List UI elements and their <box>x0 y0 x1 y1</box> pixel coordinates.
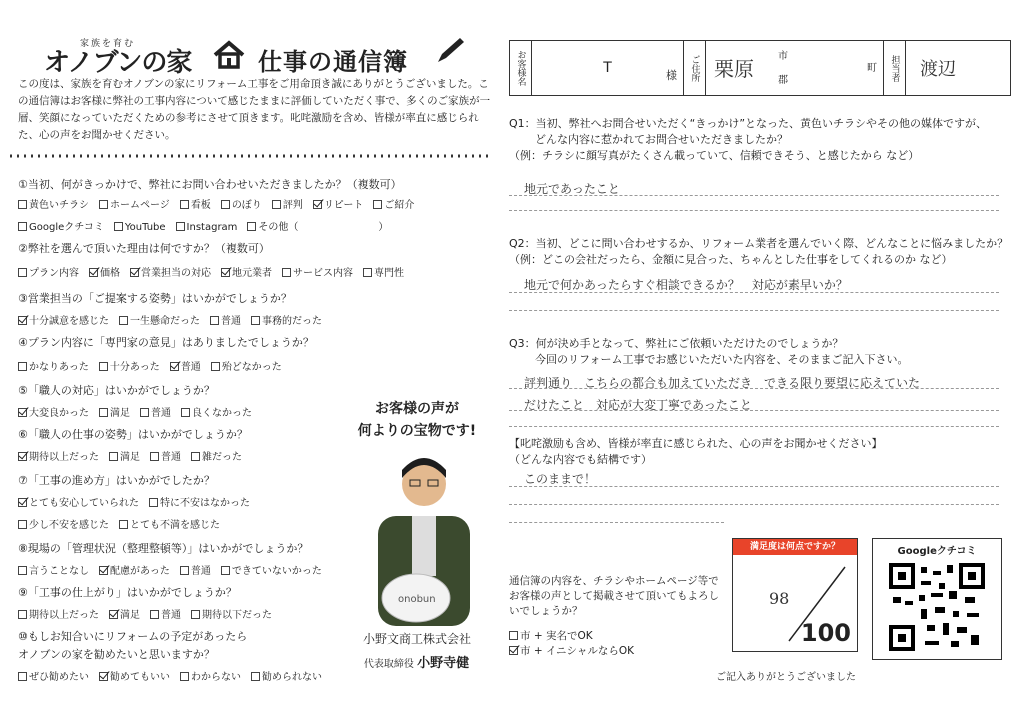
option-6-0-0[interactable]: 期待以上だった <box>18 448 99 463</box>
option-1-1-1[interactable]: YouTube <box>114 222 166 233</box>
option-1-0-5[interactable]: リピート <box>313 196 364 211</box>
google-review-box: Googleクチコミ <box>872 538 1002 660</box>
option-checkbox[interactable] <box>140 408 149 417</box>
question-2: ②弊社を選んで頂いた理由は何ですか？（複数可） <box>18 242 270 255</box>
option-1-0-3[interactable]: のぼり <box>221 196 262 211</box>
options-row <box>18 494 260 509</box>
option-checkbox[interactable] <box>130 268 139 277</box>
option-10-0-1[interactable]: 勧めてもいい <box>99 668 170 683</box>
option-5-0-0[interactable]: 大変良かった <box>18 404 89 419</box>
customer-name: T <box>603 60 612 76</box>
customer-info-box: お客様名 T 様 ご住所 栗原 市 郡 町 担当者 渡辺 <box>509 40 1011 96</box>
option-5-0-3[interactable]: 良くなかった <box>181 404 252 419</box>
option-1-0-0[interactable]: 黄色いチラシ <box>18 196 89 211</box>
option-checkbox[interactable] <box>99 672 108 681</box>
option-checkbox[interactable] <box>251 672 260 681</box>
intro-text: この度は、家族を育むオノブンの家にリフォーム工事をご用命頂き誠にありがとうございました。この通信簿はお客様に弊社の工事内容について感じたままに評価していただく事で、多くのご家族が一層、笑顔になっていただくための参考にさせて頂きます。叱咤激励を含め、皆様が率直に感じられた、心の声をお聞かせください。 <box>18 78 491 141</box>
option-checkbox[interactable] <box>18 610 27 619</box>
option-checkbox[interactable] <box>191 452 200 461</box>
option-3-0-1[interactable]: 一生懸命だった <box>119 312 200 327</box>
answer-3-line1: 評判通り こちらの都合も加えていただき できる限り要望に応えていた <box>524 376 921 390</box>
option-checkbox[interactable] <box>18 452 27 461</box>
option-checkbox[interactable] <box>109 610 118 619</box>
options-row <box>18 196 424 211</box>
score-value: 98 <box>769 589 790 608</box>
option-6-0-2[interactable]: 普通 <box>150 448 181 463</box>
answer-4: このままで！ <box>524 472 597 486</box>
option-checkbox[interactable] <box>221 566 230 575</box>
question-7: ⑦「工事の進め方」はいかがでしたか？ <box>18 474 215 487</box>
option-checkbox[interactable] <box>373 200 382 209</box>
options-row <box>18 218 398 233</box>
option-2-0-0[interactable]: プラン内容 <box>18 264 79 279</box>
option-checkbox[interactable] <box>180 566 189 575</box>
option-checkbox[interactable] <box>272 200 281 209</box>
staff-name: 渡辺 <box>920 59 956 80</box>
option-checkbox[interactable] <box>18 222 27 231</box>
options-row <box>18 606 282 621</box>
option-checkbox[interactable] <box>170 362 179 371</box>
option-checkbox[interactable] <box>221 268 230 277</box>
question-4: ④プラン内容に「専門家の意見」はありましたでしょうか？ <box>18 336 314 349</box>
option-checkbox[interactable] <box>282 268 291 277</box>
option-checkbox[interactable] <box>251 316 260 325</box>
option-10-0-2[interactable]: わからない <box>180 668 241 683</box>
option-checkbox[interactable] <box>119 316 128 325</box>
option-5-0-2[interactable]: 普通 <box>140 404 171 419</box>
qr-code-icon[interactable] <box>887 561 987 653</box>
house-icon <box>212 40 246 70</box>
option-checkbox[interactable] <box>18 316 27 325</box>
option-checkbox[interactable] <box>99 200 108 209</box>
options-row <box>18 668 332 683</box>
option-4-0-3[interactable]: 殆どなかった <box>211 358 282 373</box>
option-2-0-3[interactable]: 地元業者 <box>221 264 272 279</box>
option-checkbox[interactable] <box>18 268 27 277</box>
option-1-0-6[interactable]: ご紹介 <box>373 196 414 211</box>
option-checkbox[interactable] <box>99 408 108 417</box>
option-checkbox[interactable] <box>149 498 158 507</box>
option-2-0-1[interactable]: 価格 <box>89 264 120 279</box>
options-row <box>18 312 332 327</box>
answer-3-line2: だけたこと 対応が大変丁寧であったこと <box>524 398 752 412</box>
option-checkbox[interactable] <box>99 566 108 575</box>
option-2-0-4[interactable]: サービス内容 <box>282 264 353 279</box>
option-3-0-3[interactable]: 事務的だった <box>251 312 322 327</box>
company-name: 小野文商工株式会社 <box>362 632 471 646</box>
question-3: ③営業担当の「ご提案する姿勢」はいかがでしょうか？ <box>18 292 292 305</box>
option-1-1-2[interactable]: Instagram <box>176 222 238 233</box>
option-8-0-1[interactable]: 配慮があった <box>99 562 170 577</box>
option-10-0-0[interactable]: ぜひ勧めたい <box>18 668 89 683</box>
option-9-0-1[interactable]: 満足 <box>109 606 140 621</box>
pen-icon <box>432 36 466 66</box>
question-9: ⑨「工事の仕上がり」はいかがでしょうか？ <box>18 586 237 599</box>
option-7-0-1[interactable]: 特に不安はなかった <box>149 494 250 509</box>
option-7-1-1[interactable]: とても不満を感じた <box>119 516 220 531</box>
question-2: Q2：当初、どこに問い合わせするか、リフォーム業者を選んでいく際、どんなことに悩みましたか？ （例：どこの会社だったら、金額に見合った、ちゃんとした仕事をしてくれるのか など） <box>509 237 1009 266</box>
option-1-0-2[interactable]: 看板 <box>180 196 211 211</box>
option-checkbox[interactable] <box>109 452 118 461</box>
option-checkbox[interactable] <box>89 268 98 277</box>
option-checkbox[interactable] <box>18 520 27 529</box>
answer-1: 地元であったこと <box>524 182 620 196</box>
question-1: Q1：当初、弊社へお問合せいただく“きっかけ”となった、黄色いチラシやその他の媒体ですが、 どんな内容に惹かれてお問合せいただきましたか？ （例：チラシに顔写真がたくさん載っていて、信頼できそう、と感じたから など） <box>509 117 988 162</box>
option-checkbox[interactable] <box>221 200 230 209</box>
option-1-1-3[interactable]: その他（ ） <box>247 218 388 233</box>
permission-checkbox[interactable] <box>509 631 518 640</box>
representative: 代表取締役 小野寺健 <box>363 656 470 671</box>
question-8: ⑧現場の「管理状況（整理整頓等）」はいかがでしょうか？ <box>18 542 309 555</box>
option-checkbox[interactable] <box>191 610 200 619</box>
score-max: 100 <box>800 619 851 647</box>
option-4-0-2[interactable]: 普通 <box>170 358 201 373</box>
question-10: オノブンの家を勧めたいと思いますか？ <box>18 648 215 661</box>
option-checkbox[interactable] <box>99 362 108 371</box>
option-1-0-1[interactable]: ホームページ <box>99 196 170 211</box>
option-checkbox[interactable] <box>18 200 27 209</box>
question-3: Q3：何が決め手となって、弊社にご依頼いただけたのでしょうか？ 今回のリフォーム工事でお感じいただいた内容を、そのままご記入下さい。 <box>509 337 909 366</box>
option-2-0-5[interactable]: 専門性 <box>363 264 404 279</box>
option-8-0-2[interactable]: 普通 <box>180 562 211 577</box>
option-checkbox[interactable] <box>150 452 159 461</box>
customer-city: 栗原 <box>714 57 754 81</box>
option-1-0-4[interactable]: 評判 <box>272 196 303 211</box>
question-4: 【叱咤激励も含め、皆様が率直に感じられた、心の声をお聞かせください】 （どんな内容でも結構です） <box>509 437 883 466</box>
option-checkbox[interactable] <box>18 408 27 417</box>
options-row <box>18 358 292 373</box>
option-checkbox[interactable] <box>150 610 159 619</box>
option-checkbox[interactable] <box>210 316 219 325</box>
option-5-0-1[interactable]: 満足 <box>99 404 130 419</box>
option-2-0-2[interactable]: 営業担当の対応 <box>130 264 211 279</box>
question-10: ⑩もしお知合いにリフォームの予定があったら <box>18 630 248 643</box>
options-row <box>18 448 252 463</box>
option-checkbox[interactable] <box>180 200 189 209</box>
dotted-divider <box>10 152 490 160</box>
options-row <box>18 264 414 279</box>
option-4-0-1[interactable]: 十分あった <box>99 358 160 373</box>
option-checkbox[interactable] <box>18 498 27 507</box>
option-checkbox[interactable] <box>176 222 185 231</box>
option-6-0-1[interactable]: 満足 <box>109 448 140 463</box>
publish-permission: 通信簿の内容を、チラシやホームページ等でお客様の声として掲載させて頂いてもよろしいでしょうか？ 市 + 実名でOK 市 + イニシャルならOK <box>509 574 724 659</box>
options-row <box>18 404 262 419</box>
option-checkbox[interactable] <box>247 222 256 231</box>
option-9-0-3[interactable]: 期待以下だった <box>191 606 272 621</box>
option-4-0-0[interactable]: かなりあった <box>18 358 89 373</box>
permission-checkbox[interactable] <box>509 646 518 655</box>
option-7-1-0[interactable]: 少し不安を感じた <box>18 516 109 531</box>
option-checkbox[interactable] <box>363 268 372 277</box>
option-8-0-3[interactable]: できていないかった <box>221 562 322 577</box>
options-row <box>18 516 230 531</box>
logo-text: オノブンの家 <box>44 48 192 78</box>
logo-tagline: 家族を育む <box>80 39 136 49</box>
option-9-0-2[interactable]: 普通 <box>150 606 181 621</box>
option-checkbox[interactable] <box>181 408 190 417</box>
satisfaction-score-box <box>732 538 858 652</box>
option-9-0-0[interactable]: 期待以上だった <box>18 606 99 621</box>
option-1-1-0[interactable]: Googleクチコミ <box>18 218 104 233</box>
question-6: ⑥「職人の仕事の姿勢」はいかがでしょうか？ <box>18 428 248 441</box>
question-1: ①当初、何がきっかけで、弊社にお問い合わせいただきましたか？（複数可） <box>18 178 402 191</box>
option-checkbox[interactable] <box>18 566 27 575</box>
option-checkbox[interactable] <box>211 362 220 371</box>
score-label: 満足度は何点ですか？ <box>733 539 857 555</box>
option-checkbox[interactable] <box>313 200 322 209</box>
options-row <box>18 562 332 577</box>
permission-option[interactable]: 市 + イニシャルならOK <box>509 644 724 659</box>
option-checkbox[interactable] <box>119 520 128 529</box>
permission-option[interactable]: 市 + 実名でOK <box>509 629 724 644</box>
svg-text:onobun: onobun <box>398 594 436 605</box>
thanks-text: ご記入ありがとうございました <box>716 672 856 683</box>
answer-2: 地元で何かあったらすぐ相談できるか？ 対応が素早いか？ <box>524 278 848 292</box>
option-7-0-0[interactable]: とても安心していられた <box>18 494 139 509</box>
speech-bubble: お客様の声が 何よりの宝物です! <box>357 401 477 439</box>
option-checkbox[interactable] <box>114 222 123 231</box>
option-checkbox[interactable] <box>18 362 27 371</box>
option-8-0-0[interactable]: 言うことなし <box>18 562 89 577</box>
option-10-0-3[interactable]: 勧められない <box>251 668 322 683</box>
option-checkbox[interactable] <box>180 672 189 681</box>
option-3-0-0[interactable]: 十分誠意を感じた <box>18 312 109 327</box>
page-title: 仕事の通信簿 <box>258 48 408 76</box>
option-6-0-3[interactable]: 雑だった <box>191 448 242 463</box>
question-5: ⑤「職人の対応」はいかがでしょうか？ <box>18 384 215 397</box>
option-checkbox[interactable] <box>18 672 27 681</box>
staff-photo <box>368 446 480 626</box>
option-3-0-2[interactable]: 普通 <box>210 312 241 327</box>
